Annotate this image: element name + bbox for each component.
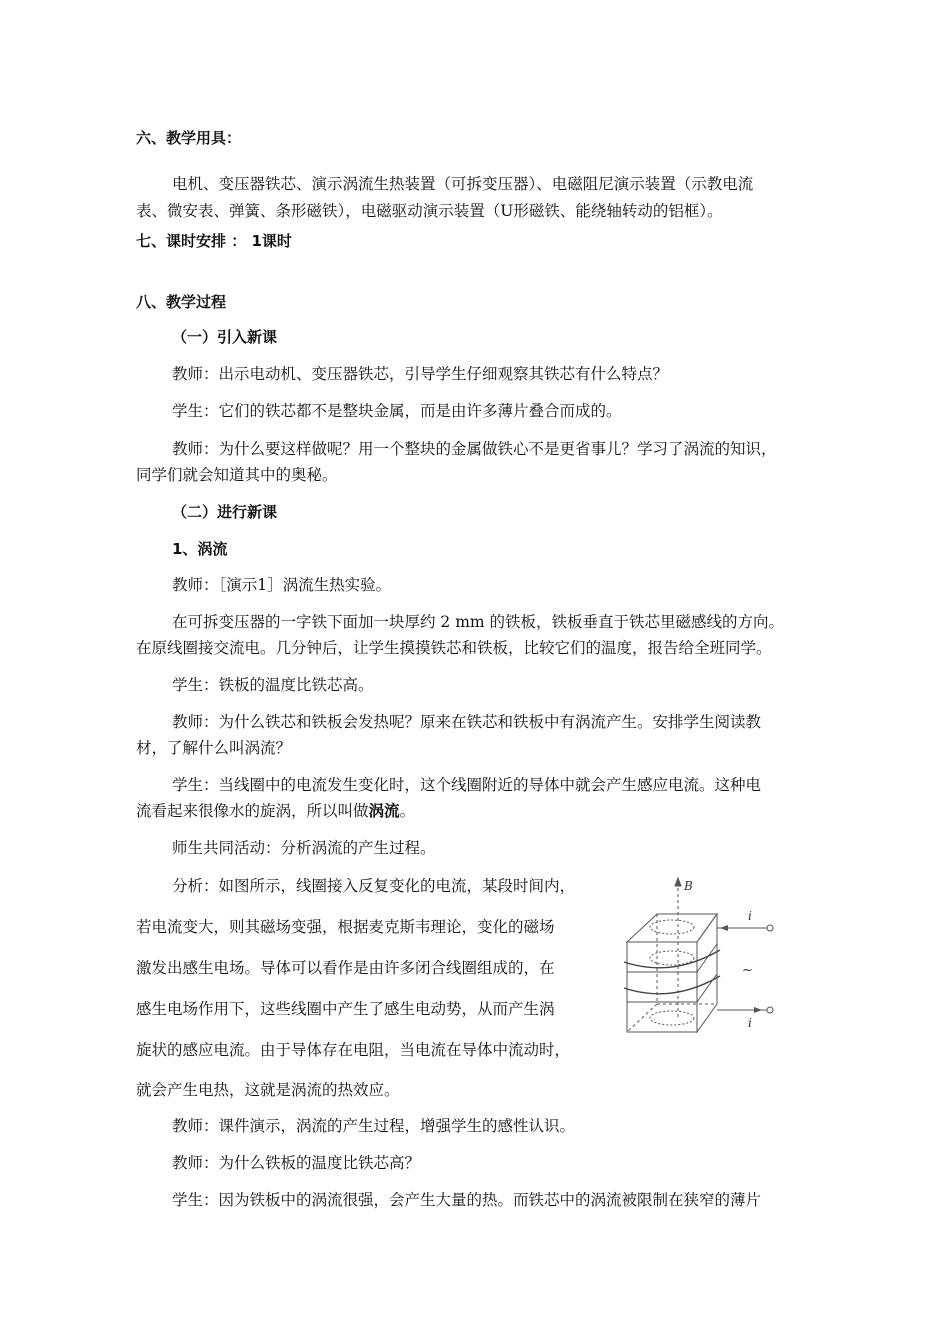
b-arrow-head — [675, 878, 681, 886]
paragraph-line: 电机、变压器铁芯、演示涡流生热装置（可拆变压器）、电磁阻尼演示装置（示教电流 — [172, 175, 754, 193]
paragraph-line: 就会产生电热，这就是涡流的热效应。 — [136, 1081, 400, 1099]
current-arrow-top — [720, 925, 728, 931]
coil-winding — [624, 976, 720, 994]
paragraph-line — [136, 801, 950, 821]
subsection-heading: （一）引入新课 — [172, 328, 278, 346]
text-run: 流看起来很像水的旋涡，所以叫做 — [136, 802, 369, 820]
label-ac-source: ~ — [742, 963, 753, 978]
paragraph-line: 教师：为什么铁板的温度比铁芯高？ — [172, 1154, 421, 1172]
paragraph-line: 材，了解什么叫涡流？ — [136, 739, 292, 757]
block-front-face — [627, 942, 697, 1032]
paragraph-line: 教师：为什么要这样做呢？用一个整块的金属做铁心不是更省事儿？学习了涡流的知识， — [172, 440, 777, 458]
subsection-heading: 1、涡流 — [172, 540, 228, 558]
block-top-face — [627, 914, 717, 942]
paragraph-line: 激发出感生电场。导体可以看作是由许多闭合线圈组成的，在 — [136, 959, 555, 977]
text-run: 。 — [399, 802, 416, 820]
paragraph-line: 在原线圈接交流电。几分钟后，让学生摸摸铁芯和铁板，比较它们的温度，报告给全班同学。 — [136, 639, 772, 657]
paragraph-line: 表、微安表、弹簧、条形磁铁），电磁驱动演示装置（U形磁铁、能绕轴转动的铝框）。 — [136, 202, 723, 220]
layer-divider — [697, 974, 717, 1002]
paragraph-line: 学生：因为铁板中的涡流很强，会产生大量的热。而铁芯中的涡流被限制在狭窄的薄片 — [172, 1191, 762, 1209]
current-arrow-bottom — [754, 1007, 762, 1013]
subsection-heading: （二）进行新课 — [172, 503, 278, 521]
eddy-current-figure — [612, 870, 792, 1060]
paragraph-line: 分析：如图所示，线圈接入反复变化的电流，某段时间内， — [172, 877, 576, 895]
layer-divider — [697, 944, 717, 972]
paragraph-line: 学生：当线圈中的电流发生变化时，这个线圈附近的导体中就会产生感应电流。这种电 — [172, 776, 762, 794]
eddy-loop — [650, 1011, 694, 1025]
label-i-bottom: i — [748, 1016, 752, 1030]
term-eddy-current: 涡流 — [368, 802, 400, 820]
section-8-heading: 八、教学过程 — [136, 293, 227, 311]
paragraph-line: 学生：铁板的温度比铁芯高。 — [172, 676, 374, 694]
section-7-heading: 七、课时安排 ： 1课时 — [136, 232, 292, 250]
paragraph-line: 师生共同活动：分析涡流的产生过程。 — [172, 839, 436, 857]
label-i-top: i — [748, 909, 752, 923]
terminal — [767, 1007, 773, 1013]
block-right-face — [697, 914, 717, 1032]
paragraph-line: 旋状的感应电流。由于导体存在电阻，当电流在导体中流动时， — [136, 1041, 571, 1059]
paragraph-line: 教师：为什么铁芯和铁板会发热呢？原来在铁芯和铁板中有涡流产生。安排学生阅读教 — [172, 713, 762, 731]
paragraph-line: 感生电场作用下，这些线圈中产生了感生电动势，从而产生涡 — [136, 1000, 555, 1018]
terminal — [767, 925, 773, 931]
label-b: B — [684, 879, 693, 893]
paragraph-line: 教师：出示电动机、变压器铁芯，引导学生仔细观察其铁芯有什么特点？ — [172, 365, 669, 383]
paragraph-line: 若电流变大，则其磁场变强，根据麦克斯韦理论，变化的磁场 — [136, 918, 555, 936]
paragraph-line: 教师：课件演示，涡流的产生过程，增强学生的感性认识。 — [172, 1117, 576, 1135]
section-6-heading: 六、教学用具： — [136, 129, 242, 147]
paragraph-line: 教师：［演示1］涡流生热实验。 — [172, 576, 392, 594]
paragraph-line: 在可拆变压器的一字铁下面加一块厚约 2 mm 的铁板，铁板垂直于铁芯里磁感线的方向。 — [172, 613, 785, 631]
eddy-current-diagram — [612, 870, 792, 1060]
hidden-edge — [627, 1004, 657, 1032]
paragraph-line: 同学们就会知道其中的奥秘。 — [136, 466, 338, 484]
paragraph-line: 学生：它们的铁芯都不是整块金属，而是由许多薄片叠合而成的。 — [172, 402, 622, 420]
